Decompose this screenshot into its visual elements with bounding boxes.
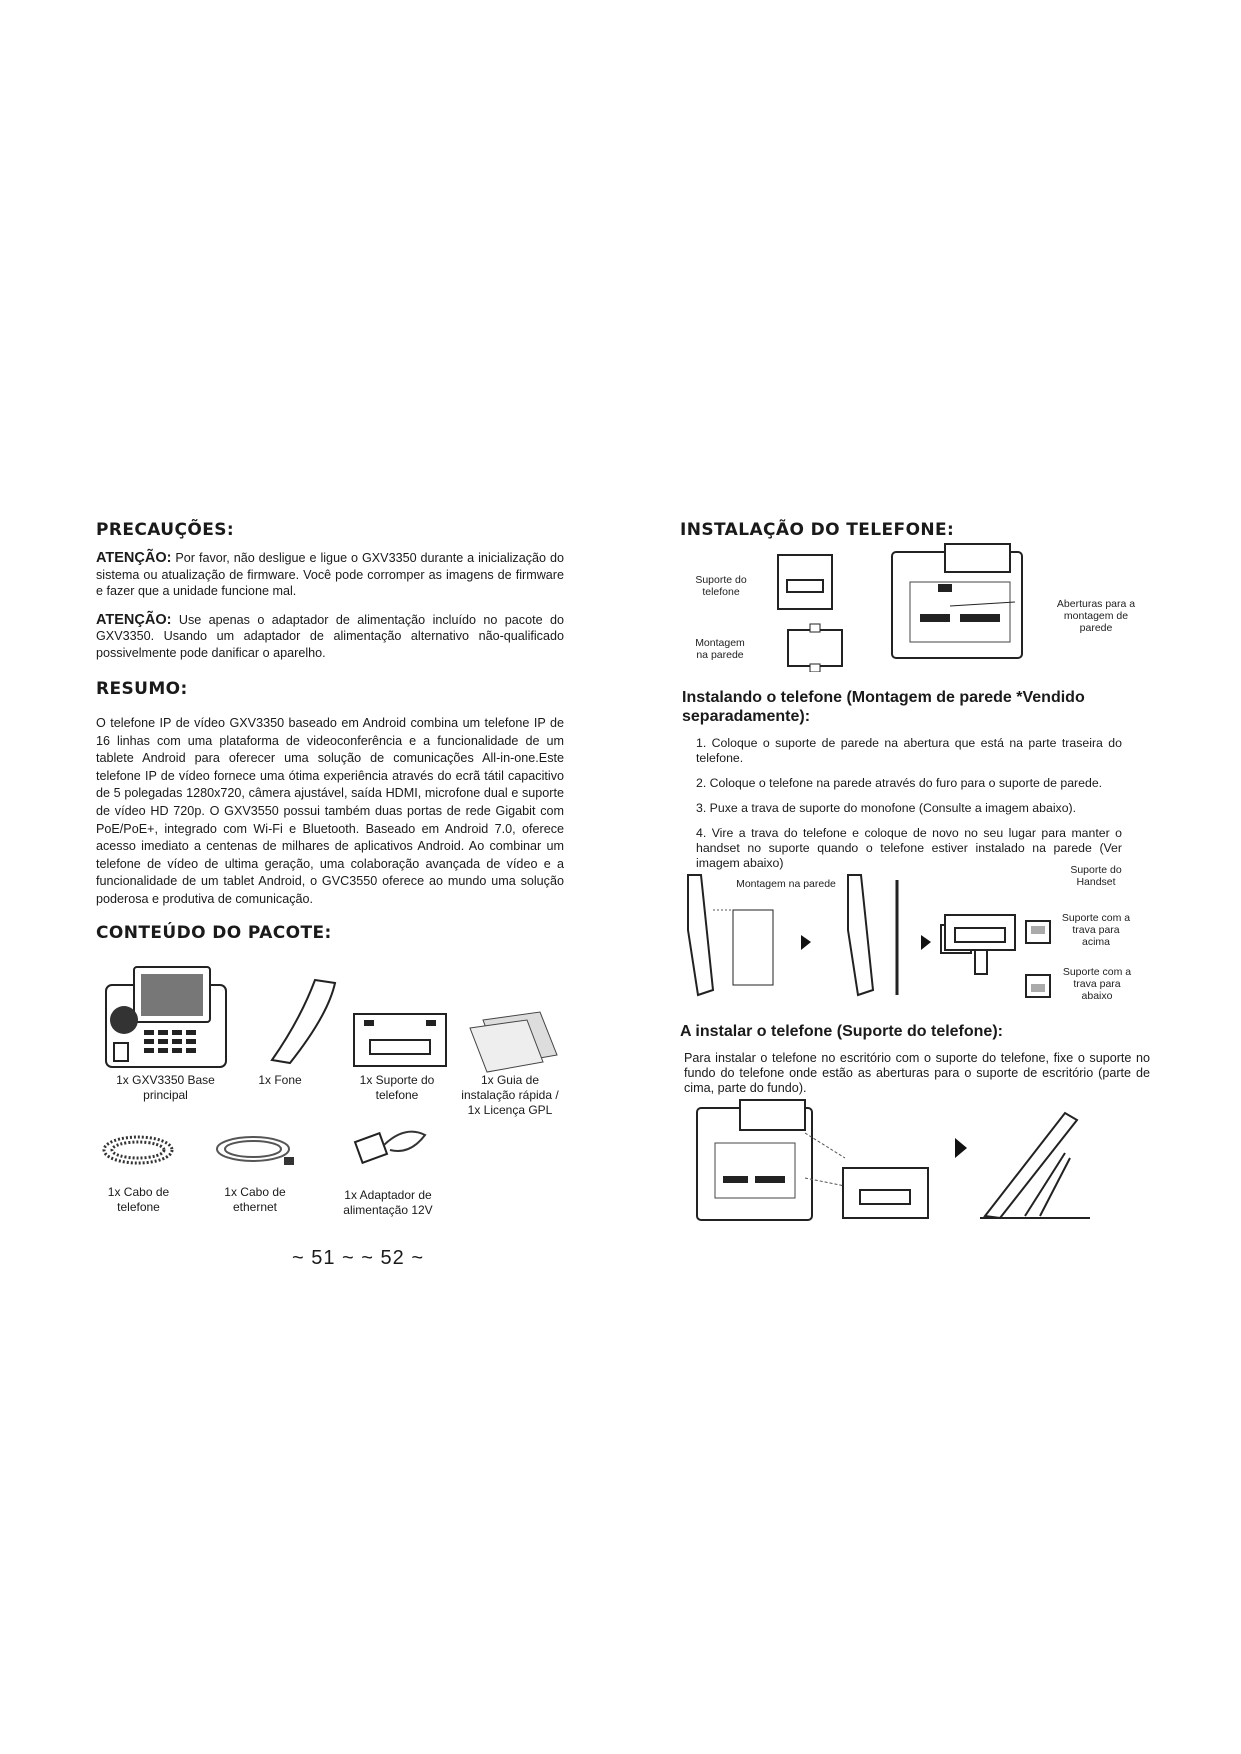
left-page <box>96 520 564 953</box>
wall-install-steps <box>682 736 1122 871</box>
precautions-title: PRECAUÇÕES: <box>96 520 235 540</box>
item-phone-cable-caption: 1x Cabo de telefone <box>107 1185 170 1214</box>
fig2-wall-mount-label: Montagem na parede <box>736 878 836 890</box>
wall-step-1: 1. Coloque o suporte de parede na abertura que está na parte traseira do telefone. <box>696 736 1122 765</box>
ethernet-cable-illustration <box>208 1125 298 1175</box>
item-adapter-caption: 1x Adaptador de alimentação 12V <box>343 1188 433 1217</box>
warning-2-text: Use apenas o adaptador de alimentação incluído no pacote do GXV3350. Usando um adaptador de alimentação alternativo não-qualificado possivelmente pode danificar o aparelho. <box>96 612 564 660</box>
item-handset-caption: 1x Fone <box>258 1073 302 1087</box>
tab-icons-figure <box>1023 918 1053 1018</box>
handset-holder-figure <box>940 910 1020 980</box>
desk-stand-figure <box>695 1098 1095 1223</box>
wall-step-3: 3. Puxe a trava de suporte do monofone (Consulte a imagem abaixo). <box>696 801 1077 815</box>
install-title: INSTALAÇÃO DO TELEFONE: <box>680 520 955 540</box>
quick-guide-illustration <box>465 1010 560 1075</box>
desk-install-text: Para instalar o telefone no escritório com o suporte do telefone, fixe o suporte no fundo do telefone onde estão as aberturas para o suporte de escritório (parte de cima, parte do fundo). <box>684 1051 1150 1095</box>
tab-down-label: Suporte com a trava para abaixo <box>1062 966 1132 1002</box>
wall-mount-figure <box>785 622 845 672</box>
warning-1-label: ATENÇÃO: <box>96 550 172 566</box>
desk-install-section <box>680 1022 1150 1108</box>
phone-back-figure <box>890 542 1025 662</box>
phone-cable-illustration <box>98 1125 178 1175</box>
phone-stand-figure <box>775 552 835 612</box>
page-numbers: ~ 51 ~ ~ 52 ~ <box>292 1247 424 1269</box>
item-ethernet-cable-caption: 1x Cabo de ethernet <box>224 1185 286 1214</box>
warning-1-text: Por favor, não desligue e ligue o GXV3350 durante a inicialização do sistema ou atualização de firmware. Você pode corromper as imagens de firmware e fazer que a unidade funcione mal. <box>96 551 564 598</box>
handset-illustration <box>260 975 340 1070</box>
wall-install-title: Instalando o telefone (Montagem de parede *Vendido separadamente): <box>682 689 1085 725</box>
item-guide-caption: 1x Guia de instalação rápida / 1x Licença GPL <box>461 1073 559 1117</box>
power-adapter-illustration <box>350 1115 430 1170</box>
wall-mount-label: Montagem na parede <box>695 637 745 661</box>
wall-install-section <box>682 688 1122 881</box>
summary-title: RESUMO: <box>96 679 188 699</box>
warning-2 <box>96 612 564 662</box>
phone-base-illustration <box>104 965 234 1070</box>
warning-1 <box>96 550 564 600</box>
tab-up-label: Suporte com a trava para acima <box>1061 912 1131 948</box>
warning-2-label: ATENÇÃO: <box>96 611 172 628</box>
phone-stand-illustration <box>350 1010 450 1070</box>
stand-label: Suporte do telefone <box>695 574 747 598</box>
desk-install-title: A instalar o telefone (Suporte do telefone): <box>680 1023 1003 1040</box>
package-title: CONTEÚDO DO PACOTE: <box>96 922 332 943</box>
item-base-caption: 1x GXV3350 Base principal <box>116 1073 215 1102</box>
wall-step-2: 2. Coloque o telefone na parede através do furo para o suporte de parede. <box>696 776 1103 790</box>
wall-step-4: 4. Vire a trava do telefone e coloque de novo no seu lugar para manter o handset no suporte quando o telefone estiver instalado na parede (Ver imagem abaixo) <box>696 826 1122 870</box>
openings-label: Aberturas para a montagem de parede <box>1056 598 1136 634</box>
item-stand-caption: 1x Suporte do telefone <box>359 1073 435 1102</box>
summary-text: O telefone IP de vídeo GXV3350 baseado em Android combina um telefone IP de 16 linhas com uma plataforma de videoconferência e a funcionalidade de um tablete Android para oferecer uma solução de comunicações All-in-one.Este telefone IP de vídeo fornece uma ótima experiência através do ecrã tátil capacitivo de 5 polegadas 1280x720, câmera ajustável, saída HDMI, microfone dual e suporte de vídeo HD 720p. O GXV3550 possui também duas portas de rede Gigabit com PoE/PoE+, integrado com Wi-Fi e Bluetooth. Baseado em Android 7.0, oferece acesso imediato a centenas de milhares de aplicativos Android. Ao combinar um telefone de vídeo de ultima geração, uma colaboração avançada de vídeo e a funcionalidade de um tablet Android, o GVC3550 oferece ao mundo uma solução poderosa e produtiva de comunicação. <box>96 716 564 906</box>
handset-holder-label: Suporte do Handset <box>1070 864 1122 888</box>
